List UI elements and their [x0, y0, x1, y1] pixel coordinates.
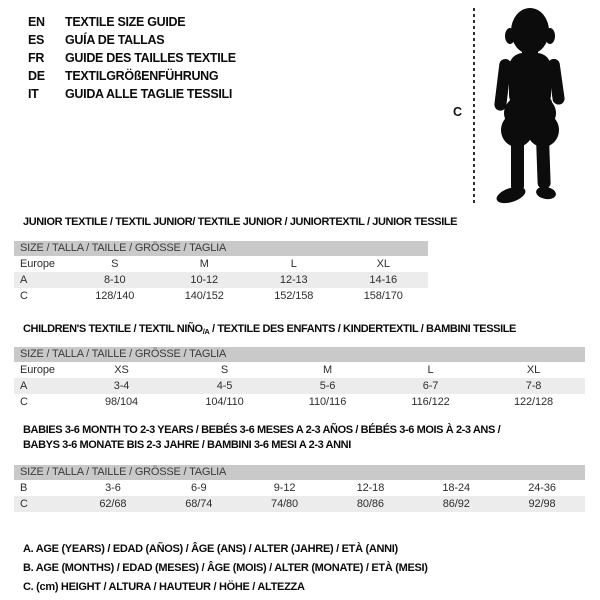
row-label: B: [20, 482, 28, 494]
row-label: C: [20, 498, 28, 510]
size-cell: 3-4: [113, 380, 130, 392]
title-text: / TEXTILE DES ENFANTS / KINDERTEXTIL / BAMBINI TESSILE: [209, 323, 516, 335]
size-cell: 104/110: [205, 396, 244, 408]
size-cell: 18-24: [442, 482, 471, 494]
size-cell: 92/98: [528, 498, 556, 510]
size-cell: XL: [376, 258, 390, 270]
language-code: IT: [28, 87, 39, 101]
size-cell: 62/68: [99, 498, 127, 510]
table-row: [14, 288, 428, 304]
size-table-header: SIZE / TALLA / TAILLE / GRÖSSE / TAGLIA: [14, 241, 428, 256]
size-cell: 110/116: [308, 396, 347, 408]
size-cell: 6-7: [422, 380, 439, 392]
size-cell: 5-6: [319, 380, 336, 392]
size-cell: 24-36: [528, 482, 556, 494]
babies-size-table: [14, 465, 585, 512]
language-code: DE: [28, 69, 45, 83]
size-cell: 86/92: [442, 498, 470, 510]
legend-line-b: B. AGE (MONTHS) / EDAD (MESES) / ÂGE (MOIS) / ALTER (MONATE) / ETÀ (MESI): [23, 562, 428, 574]
junior-table-title: JUNIOR TEXTILE / TEXTIL JUNIOR/ TEXTILE JUNIOR / JUNIORTEXTIL / JUNIOR TESSILE: [23, 216, 458, 228]
height-measure-label: C: [453, 105, 463, 119]
size-cell: XL: [526, 364, 541, 376]
measure-legend: [23, 540, 428, 597]
size-cell: 68/74: [185, 498, 213, 510]
size-cell: 3-6: [105, 482, 121, 494]
size-cell: S: [220, 364, 229, 376]
size-cell: 12-13: [279, 274, 308, 286]
row-label: Europe: [20, 364, 55, 376]
legend-line-a: A. AGE (YEARS) / EDAD (AÑOS) / ÂGE (ANS) / ALTER (JAHRE) / ETÀ (ANNI): [23, 543, 398, 555]
size-cell: 122/128: [513, 396, 554, 408]
size-cell: 116/122: [411, 396, 450, 408]
children-table-title: [23, 322, 516, 339]
language-code: ES: [28, 33, 45, 47]
size-cell: S: [111, 258, 119, 270]
language-label: TEXTILGRÖßENFÜHRUNG: [65, 69, 219, 83]
size-cell: 12-18: [356, 482, 385, 494]
title-subscript: /A: [202, 327, 210, 336]
language-row-en: [28, 13, 236, 31]
size-cell: 158/170: [363, 290, 403, 302]
language-row-es: [28, 31, 236, 49]
size-cell: 8-10: [103, 274, 126, 286]
row-label: Europe: [20, 258, 55, 270]
language-label: TEXTILE SIZE GUIDE: [65, 15, 186, 29]
language-label: GUIDE DES TAILLES TEXTILE: [65, 51, 236, 65]
size-cell: 98/104: [104, 396, 139, 408]
table-row: [14, 256, 428, 272]
junior-size-table: [14, 241, 428, 304]
size-cell: 80/86: [356, 498, 384, 510]
language-row-de: [28, 67, 236, 85]
size-table-header: SIZE / TALLA / TAILLE / GRÖSSE / TAGLIA: [14, 347, 585, 362]
size-cell: 9-12: [273, 482, 296, 494]
size-cell: 14-16: [369, 274, 398, 286]
children-size-table: [14, 347, 585, 410]
language-row-it: [28, 85, 236, 103]
babies-title-line1: BABIES 3-6 MONTH TO 2-3 YEARS / BEBÉS 3-6 MESES A 2-3 AÑOS / BÉBÉS 3-6 MOIS À 2-3 ANS /: [23, 424, 501, 436]
table-row: [14, 272, 428, 288]
babies-table-title: [23, 423, 500, 453]
table-row: [14, 378, 585, 394]
row-label: A: [20, 380, 28, 392]
size-cell: 7-8: [525, 380, 542, 392]
height-dashed-line: [473, 8, 475, 205]
table-row: [14, 362, 585, 378]
title-text: CHILDREN'S TEXTILE / TEXTIL NIÑO: [23, 323, 203, 335]
size-cell: 74/80: [271, 498, 299, 510]
size-cell: XS: [114, 364, 129, 376]
table-row: [14, 480, 585, 496]
language-code: FR: [28, 51, 45, 65]
language-code: EN: [28, 15, 45, 29]
size-table-header: SIZE / TALLA / TAILLE / GRÖSSE / TAGLIA: [14, 465, 585, 480]
language-label: GUIDA ALLE TAGLIE TESSILI: [65, 87, 233, 101]
size-cell: M: [322, 364, 333, 376]
row-label: C: [20, 396, 28, 408]
row-label: A: [20, 274, 28, 286]
size-cell: 6-9: [190, 482, 207, 494]
legend-line-c: C. (cm) HEIGHT / ALTURA / HAUTEUR / HÖHE / ALTEZZA: [23, 581, 305, 593]
size-cell: M: [199, 258, 209, 270]
babies-title-line2: BABYS 3-6 MONATE BIS 2-3 JAHRE / BAMBINI 3-6 MESI A 2-3 ANNI: [23, 439, 351, 451]
toddler-silhouette-icon: [483, 5, 577, 207]
language-list: [28, 13, 236, 103]
table-row: [14, 496, 585, 512]
language-row-fr: [28, 49, 236, 67]
size-cell: 4-5: [216, 380, 233, 392]
table-row: [14, 394, 585, 410]
size-cell: 128/140: [95, 290, 135, 302]
language-label: GUÍA DE TALLAS: [65, 33, 165, 47]
row-label: C: [20, 290, 28, 302]
size-cell: L: [427, 364, 434, 376]
size-cell: L: [290, 258, 297, 270]
size-cell: 140/152: [184, 290, 224, 302]
size-cell: 152/158: [274, 290, 314, 302]
size-cell: 10-12: [190, 274, 219, 286]
